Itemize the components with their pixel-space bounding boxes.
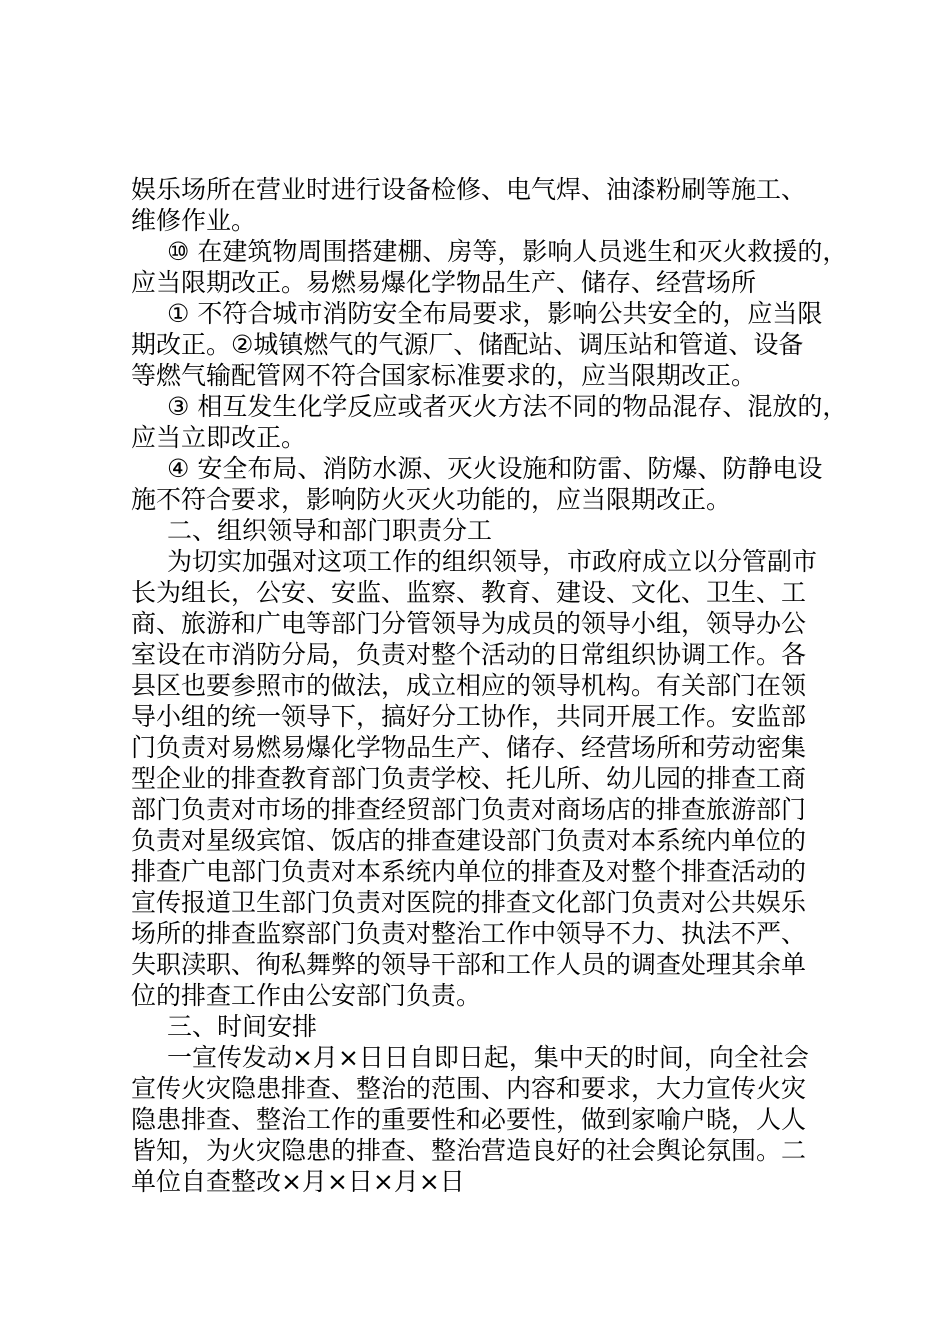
section-heading: 二、组织领导和部门职责分工: [167, 516, 493, 545]
text-line: 门负责对易燃易爆化学物品生产、储存、经营场所和劳动密集: [131, 733, 807, 762]
text-line: 隐患排查、整治工作的重要性和必要性，做到家喻户晓，人人: [131, 1105, 807, 1134]
text-line: ③ 相互发生化学反应或者灭火方法不同的物品混存、混放的，: [167, 392, 848, 421]
text-line: 县区也要参照市的做法，成立相应的领导机构。有关部门在领: [131, 671, 807, 700]
text-line: 商、旅游和广电等部门分管领导为成员的领导小组，领导办公: [131, 609, 807, 638]
text-line: 宣传报道卫生部门负责对医院的排查文化部门负责对公共娱乐: [131, 888, 807, 917]
text-line: ④ 安全布局、消防水源、灭火设施和防雷、防爆、防静电设: [167, 454, 823, 483]
text-line: 场所的排查监察部门负责对整治工作中领导不力、执法不严、: [131, 919, 807, 948]
text-line: 为切实加强对这项工作的组织领导，市政府成立以分管副市: [167, 547, 818, 576]
text-line: 单位自查整改×月×日×月×日: [131, 1167, 465, 1196]
text-line: 位的排查工作由公安部门负责。: [131, 981, 482, 1010]
text-line: 排查广电部门负责对本系统内单位的排查及对整个排查活动的: [131, 857, 807, 886]
text-line: 应当限期改正。易燃易爆化学物品生产、储存、经营场所: [131, 268, 757, 297]
text-line: 等燃气输配管网不符合国家标准要求的，应当限期改正。: [131, 361, 757, 390]
text-line: 型企业的排查教育部门负责学校、托儿所、幼儿园的排查工商: [131, 764, 807, 793]
text-line: 一宣传发动×月×日日自即日起，集中天的时间，向全社会: [167, 1043, 809, 1072]
text-line: 娱乐场所在营业时进行设备检修、电气焊、油漆粉刷等施工、: [131, 175, 807, 204]
text-line: 维修作业。: [131, 206, 257, 235]
text-line: 失职渎职、徇私舞弊的领导干部和工作人员的调查处理其余单: [131, 950, 807, 979]
text-line: 期改正。②城镇燃气的气源厂、储配站、调压站和管道、设备: [131, 330, 804, 359]
text-line: 皆知，为火灾隐患的排查、整治营造良好的社会舆论氛围。二: [131, 1136, 807, 1165]
text-line: 施不符合要求，影响防火灭火功能的，应当限期改正。: [131, 485, 732, 514]
body-text: [131, 174, 851, 1197]
text-line: ① 不符合城市消防安全布局要求，影响公共安全的，应当限: [167, 299, 823, 328]
text-line: ⑩ 在建筑物周围搭建棚、房等，影响人员逃生和灭火救援的，: [167, 237, 848, 266]
text-line: 导小组的统一领导下，搞好分工协作，共同开展工作。安监部: [131, 702, 807, 731]
section-heading: 三、时间安排: [167, 1012, 318, 1041]
text-line: 部门负责对市场的排查经贸部门负责对商场店的排查旅游部门: [131, 795, 807, 824]
text-line: 应当立即改正。: [131, 423, 307, 452]
text-line: 室设在市消防分局，负责对整个活动的日常组织协调工作。各: [131, 640, 807, 669]
text-line: 宣传火灾隐患排查、整治的范围、内容和要求，大力宣传火灾: [131, 1074, 807, 1103]
text-line: 长为组长，公安、安监、监察、教育、建设、文化、卫生、工: [131, 578, 807, 607]
text-line: 负责对星级宾馆、饭店的排查建设部门负责对本系统内单位的: [131, 826, 807, 855]
